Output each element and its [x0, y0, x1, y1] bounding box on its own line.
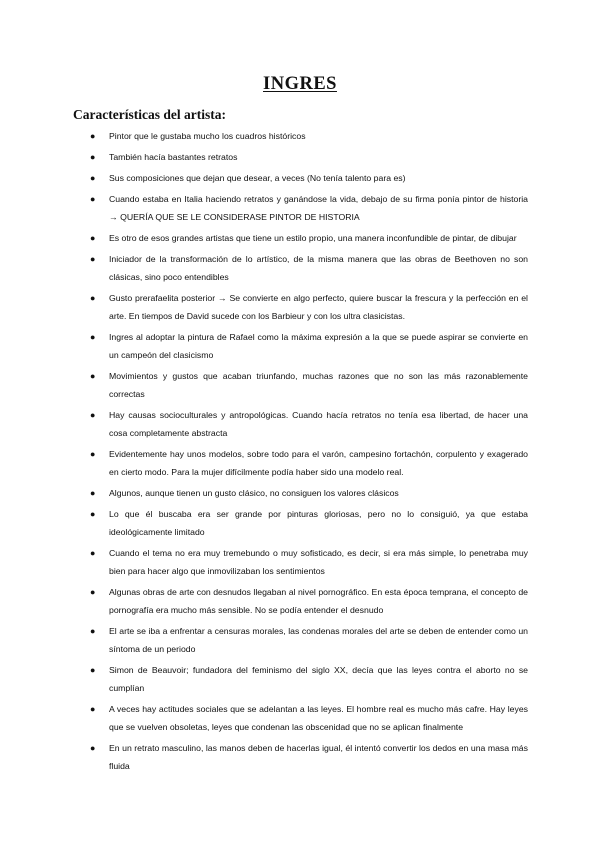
- list-item-text: Pintor que le gustaba mucho los cuadros históricos: [109, 131, 306, 141]
- bullet-dot-icon: ●: [90, 332, 96, 342]
- list-item-text: Hay causas socioculturales y antropológicas. Cuando hacía retratos no tenía esa libertad, de hacer una cosa completamente abstracta: [109, 410, 528, 438]
- list-item: [90, 739, 528, 775]
- list-item: [90, 148, 528, 166]
- bullet-dot-icon: ●: [90, 254, 96, 264]
- list-item-text: También hacía bastantes retratos: [109, 152, 238, 162]
- list-item: [90, 289, 528, 325]
- list-item-text: Ingres al adoptar la pintura de Rafael como la máxima expresión a la que se puede aspirar se convierte en un campeón del clasicismo: [109, 332, 528, 360]
- list-item: [90, 700, 528, 736]
- page-title: INGRES: [263, 74, 337, 94]
- bullet-dot-icon: ●: [90, 152, 96, 162]
- bullet-dot-icon: ●: [90, 626, 96, 636]
- list-item-text: Algunos, aunque tienen un gusto clásico, no consiguen los valores clásicos: [109, 488, 399, 498]
- bullet-dot-icon: ●: [90, 704, 96, 714]
- bullet-dot-icon: ●: [90, 665, 96, 675]
- bullet-dot-icon: ●: [90, 233, 96, 243]
- list-item: [90, 328, 528, 364]
- bullet-dot-icon: ●: [90, 548, 96, 558]
- list-item-text: Evidentemente hay unos modelos, sobre todo para el varón, campesino fortachón, corpulento y exagerado en cierto modo. Para la mujer difícilmente podía haber sido una modelo real.: [109, 449, 528, 477]
- bullet-dot-icon: ●: [90, 488, 96, 498]
- bullet-dot-icon: ●: [90, 449, 96, 459]
- list-item: [90, 190, 528, 226]
- list-item-text: Algunas obras de arte con desnudos llegaban al nivel pornográfico. En esta época temprana, el concepto de pornografía era mucho más sensible. No se podía entender el desnudo: [109, 587, 528, 615]
- bullet-dot-icon: ●: [90, 587, 96, 597]
- bullet-dot-icon: ●: [90, 194, 96, 204]
- bullet-dot-icon: ●: [90, 293, 96, 303]
- bullet-list: [90, 127, 528, 778]
- list-item: [90, 505, 528, 541]
- list-item: [90, 127, 528, 145]
- list-item-text: Simon de Beauvoir; fundadora del feminismo del siglo XX, decía que las leyes contra el aborto no se cumplían: [109, 665, 528, 693]
- list-item-text: Sus composiciones que dejan que desear, a veces (No tenía talento para es): [109, 173, 406, 183]
- section-heading: Características del artista:: [73, 107, 226, 122]
- list-item: [90, 229, 528, 247]
- bullet-dot-icon: ●: [90, 173, 96, 183]
- list-item-text: Lo que él buscaba era ser grande por pinturas gloriosas, pero no lo consiguió, ya que estaba ideológicamente limitado: [109, 509, 528, 537]
- list-item-text: En un retrato masculino, las manos deben de hacerlas igual, él intentó convertir los dedos en una masa más fluida: [109, 743, 528, 771]
- list-item: [90, 661, 528, 697]
- list-item: [90, 169, 528, 187]
- bullet-dot-icon: ●: [90, 743, 96, 753]
- list-item: [90, 367, 528, 403]
- list-item-text: Iniciador de la transformación de lo artístico, de la misma manera que las obras de Beethoven no son clásicas, sino poco entendibles: [109, 254, 528, 282]
- bullet-dot-icon: ●: [90, 509, 96, 519]
- list-item-text: Es otro de esos grandes artistas que tiene un estilo propio, una manera inconfundible de pintar, de dibujar: [109, 233, 517, 243]
- list-item: [90, 250, 528, 286]
- list-item-text: Cuando estaba en Italia haciendo retratos y ganándose la vida, debajo de su firma ponía pintor de historia → QUERÍA QUE SE LE CONSIDERASE PINTOR DE HISTORIA: [109, 194, 528, 222]
- bullet-dot-icon: ●: [90, 410, 96, 420]
- bullet-dot-icon: ●: [90, 371, 96, 381]
- list-item: [90, 406, 528, 442]
- list-item-text: El arte se iba a enfrentar a censuras morales, las condenas morales del arte se deben de entender como un síntoma de un periodo: [109, 626, 528, 654]
- bullet-dot-icon: ●: [90, 131, 96, 141]
- list-item: [90, 544, 528, 580]
- list-item-text: Cuando el tema no era muy tremebundo o muy sofisticado, es decir, si era más simple, lo penetraba muy bien para hacer algo que inmovilizaban los sentimientos: [109, 548, 528, 576]
- list-item-text: A veces hay actitudes sociales que se adelantan a las leyes. El hombre real es mucho más cafre. Hay leyes que se vuelven obsoletas, leyes que condenan las obscenidad que no se aplican finalmente: [109, 704, 528, 732]
- list-item: [90, 583, 528, 619]
- list-item: [90, 622, 528, 658]
- list-item: [90, 484, 528, 502]
- list-item-text: Gusto prerafaelita posterior → Se convierte en algo perfecto, quiere buscar la frescura y la perfección en el arte. En tiempos de David sucede con los Barbieur y con los ultra clasicistas.: [109, 293, 528, 321]
- list-item-text: Movimientos y gustos que acaban triunfando, muchas razones que no son las más razonablemente correctas: [109, 371, 528, 399]
- list-item: [90, 445, 528, 481]
